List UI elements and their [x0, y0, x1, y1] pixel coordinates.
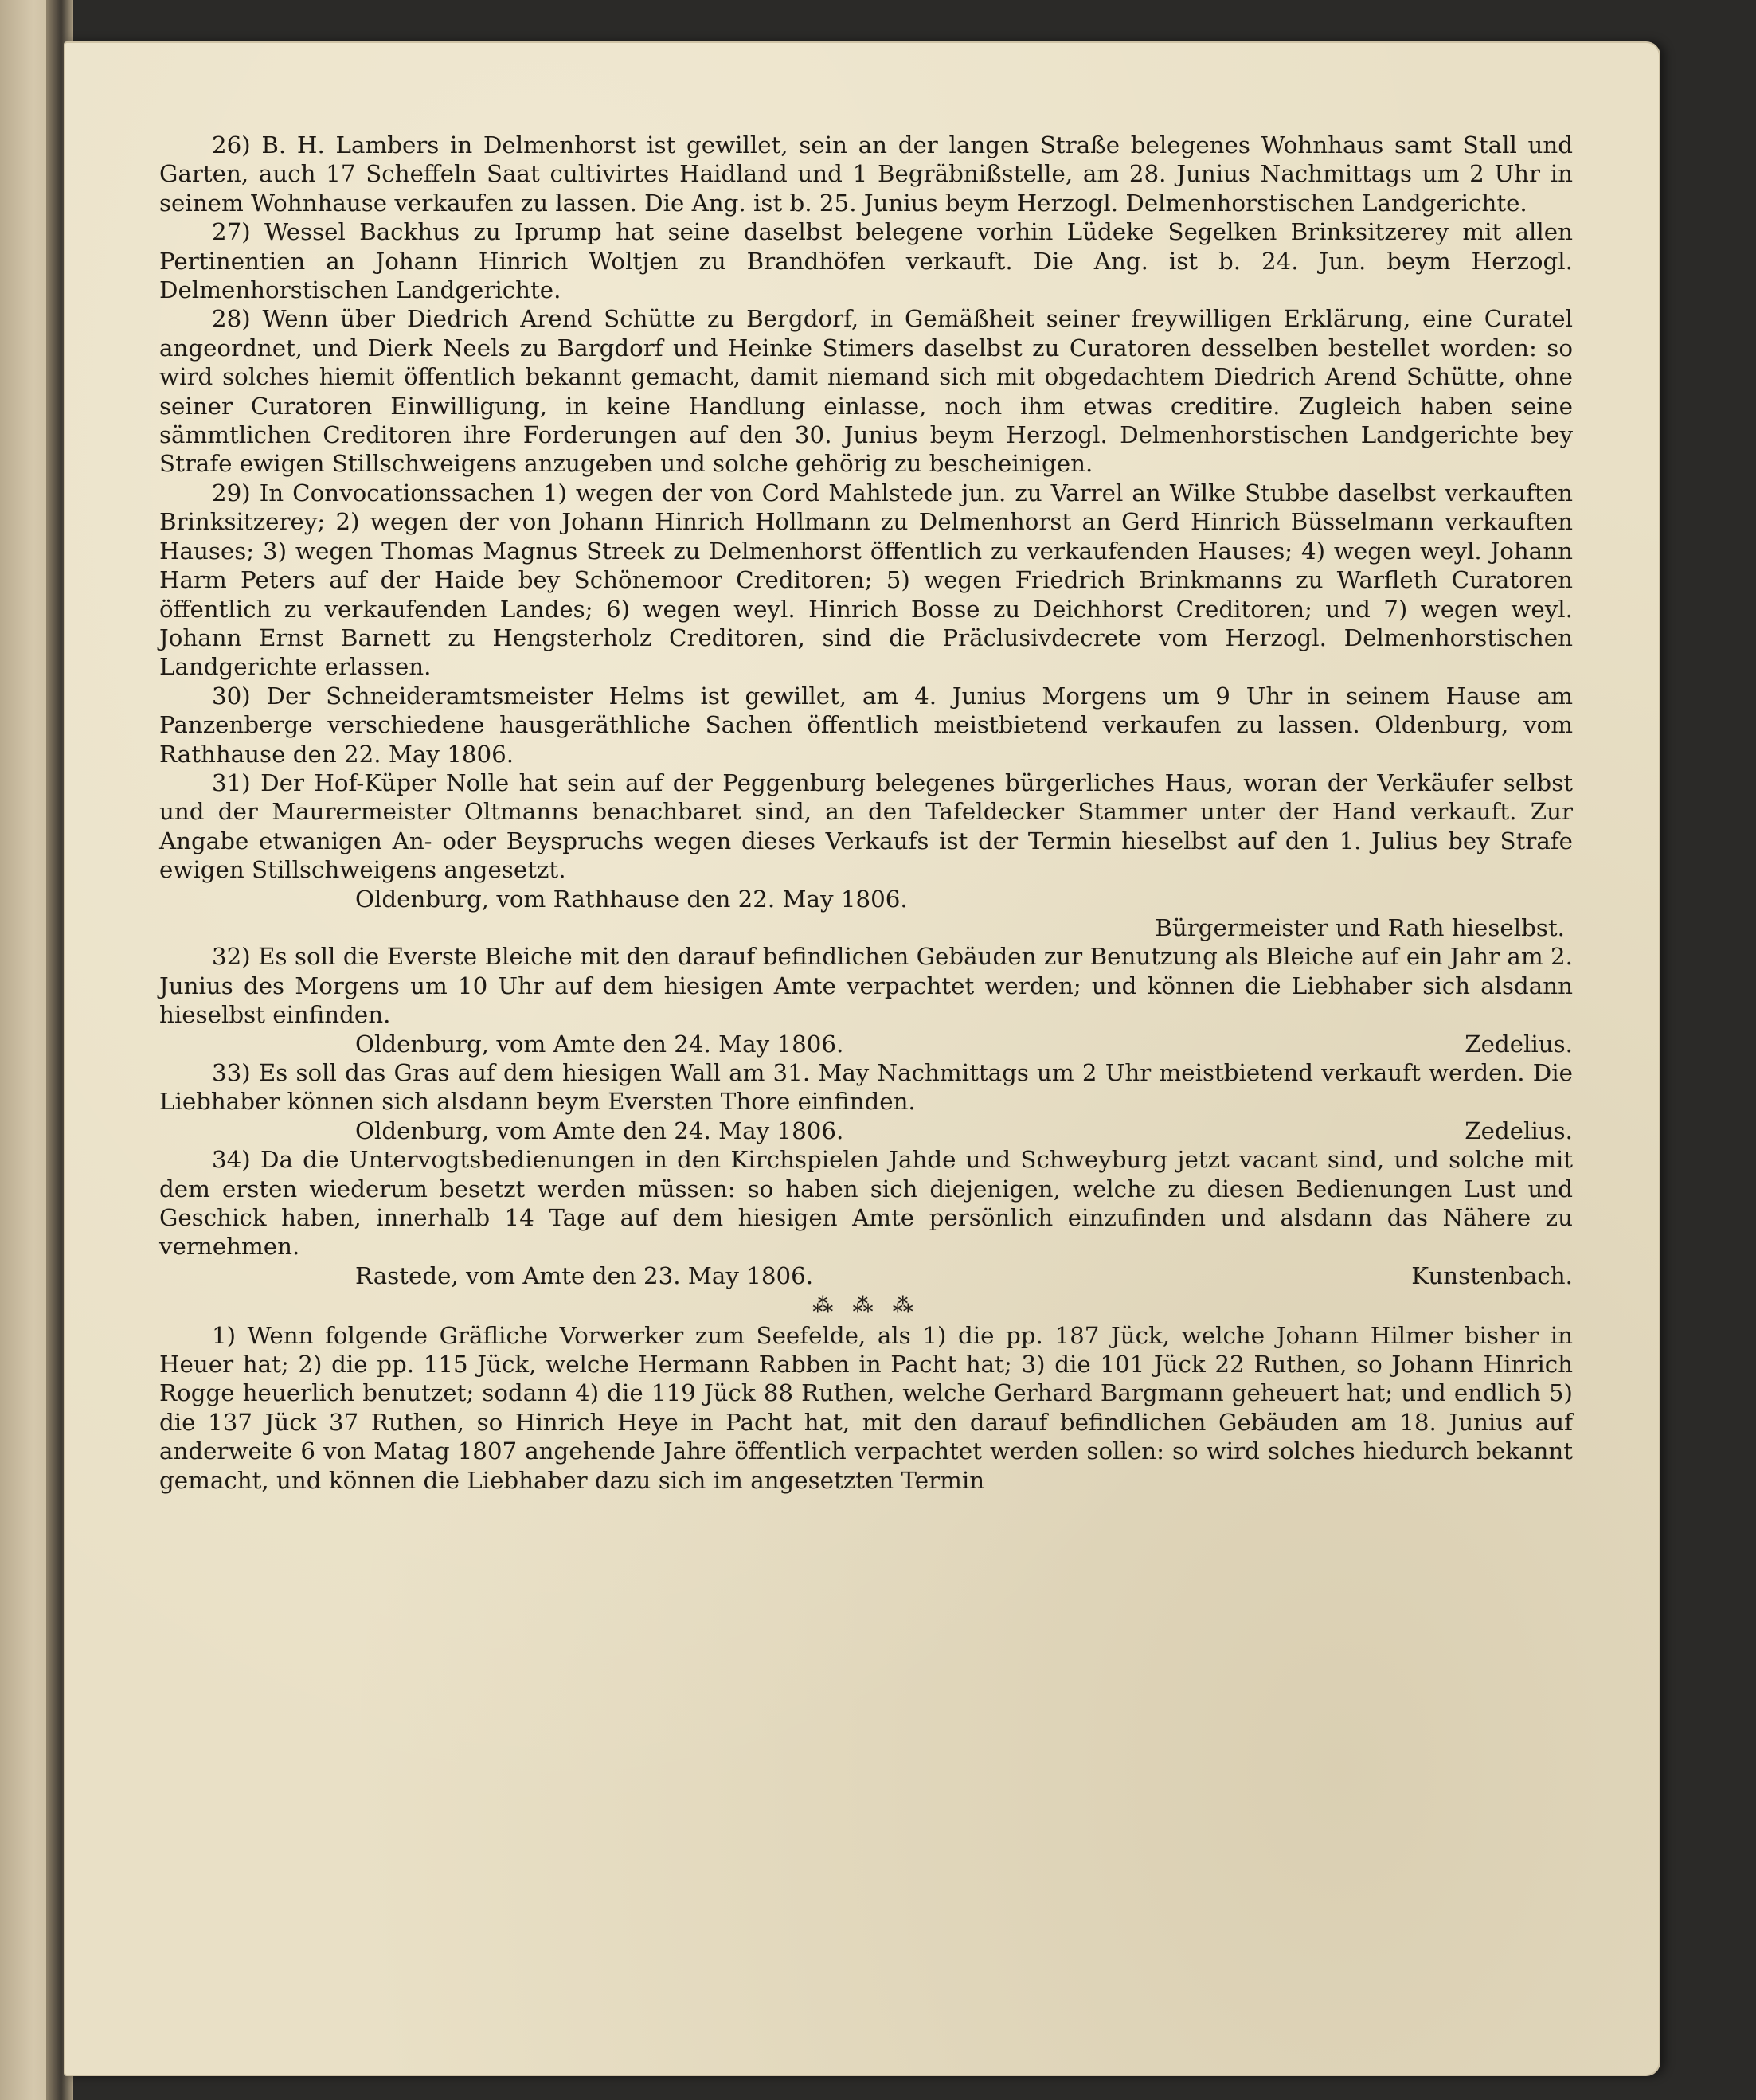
book-page [64, 41, 1660, 2076]
notice-31-signature: Bürgermeister und Rath hieselbst. [1155, 913, 1565, 941]
notice-32: 32) Es soll die Everste Bleiche mit den darauf befindlichen Gebäuden zur Benutzung als Bleiche auf ein Jahr am 2. Junius des Morgens um 10 Uhr auf dem hiesigen Amte verpachtet werden; und können die Liebhaber sich alsdann hieselbst einfinden. [159, 943, 1573, 1029]
notice-33-footer [159, 1116, 1573, 1145]
notice-28: 28) Wenn über Diedrich Arend Schütte zu Bergdorf, in Gemäßheit seiner freywilligen Erklärung, eine Curatel angeordnet, und Dierk Neels zu Bargdorf und Heinke Stimers daselbst zu Curatoren desselben bestellet worden: so wird solches hiemit öffentlich bekannt gemacht, damit niemand sich mit obgedachtem Diedrich Arend Schütte, ohne seiner Curatoren Einwilligung, in keine Handlung einlasse, noch ihm etwas creditire. Zugleich haben seine sämmtlichen Creditoren ihre Forderungen auf den 30. Junius beym Herzogl. Delmenhorstischen Landgerichte bey Strafe ewigen Stillschweigens anzugeben und solche gehörig zu bescheinigen. [159, 305, 1573, 478]
notice-32-place-date: Oldenburg, vom Amte den 24. May 1806. [355, 1030, 844, 1058]
section-divider-asterism: ⁂ ⁂ ⁂ [812, 1294, 920, 1319]
notice-34-signature: Kunstenbach. [1411, 1261, 1573, 1289]
notice-34-footer [159, 1261, 1573, 1290]
notice-27: 27) Wessel Backhus zu Iprump hat seine daselbst belegene vorhin Lüdeke Segelken Brinksitzerey mit allen Pertinentien an Johann Hinrich Woltjen zu Brandhöfen verkauft. Die Ang. ist b. 24. Jun. beym Herzogl. Delmenhorstischen Landgerichte. [159, 218, 1573, 304]
notice-33: 33) Es soll das Gras auf dem hiesigen Wall am 31. May Nachmittags um 2 Uhr meistbietend verkauft werden. Die Liebhaber können sich alsdann beym Eversten Thore einfinden. [159, 1059, 1573, 1116]
notice-32-signature: Zedelius. [1465, 1030, 1573, 1058]
notice-31: 31) Der Hof-Küper Nolle hat sein auf der Peggenburg belegenes bürgerliches Haus, woran der Verkäufer selbst und der Maurermeister Oltmanns benachbaret sind, an den Tafeldecker Stammer unter der Hand verkauft. Zur Angabe etwanigen An- oder Beyspruchs wegen dieses Verkaufs ist der Termin hieselbst auf den 1. Julius bey Strafe ewigen Stillschweigens angesetzt. [159, 768, 1573, 884]
notice-33-place-date: Oldenburg, vom Amte den 24. May 1806. [355, 1116, 844, 1144]
notice-26: 26) B. H. Lambers in Delmenhorst ist gewillet, sein an der langen Straße belegenes Wohnhaus samt Stall und Garten, auch 17 Scheffeln Saat cultivirtes Haidland und 1 Begräbnißstelle, am 28. Junius Nachmittags um 2 Uhr in seinem Wohnhause verkaufen zu lassen. Die Ang. ist b. 25. Junius beym Herzogl. Delmenhorstischen Landgerichte. [159, 131, 1573, 217]
notice-34-place-date: Rastede, vom Amte den 23. May 1806. [355, 1261, 814, 1289]
notice-34: 34) Da die Untervogtsbedienungen in den Kirchspielen Jahde und Schweyburg jetzt vacant sind, und solche mit dem ersten wiederum besetzt werden müssen: so haben sich diejenigen, welche zu diesen Bedienungen Lust und Geschick haben, innerhalb 14 Tage auf dem hiesigen Amte persönlich einzufinden und alsdann das Nähere zu vernehmen. [159, 1146, 1573, 1261]
notice-30: 30) Der Schneideramtsmeister Helms ist gewillet, am 4. Junius Morgens um 9 Uhr in seinem Hause am Panzenberge verschiedene hausgeräthliche Sachen öffentlich meistbietend verkaufen zu lassen. Oldenburg, vom Rathhause den 22. May 1806. [159, 682, 1573, 768]
notice-31-place-date: Oldenburg, vom Rathhause den 22. May 1806. [355, 885, 908, 913]
notice-32-footer [159, 1030, 1573, 1058]
notice-29: 29) In Convocationssachen 1) wegen der von Cord Mahlstede jun. zu Varrel an Wilke Stubbe daselbst verkauften Brinksitzerey; 2) wegen der von Johann Hinrich Hollmann zu Delmenhorst an Gerd Hinrich Büsselmann verkauften Hauses; 3) wegen Thomas Magnus Streek zu Delmenhorst öffentlich zu verkaufenden Hauses; 4) wegen weyl. Johann Harm Peters auf der Haide bey Schönemoor Creditoren; 5) wegen Friedrich Brinkmanns zu Warfleth Curatoren öffentlich zu verkaufenden Landes; 6) wegen weyl. Hinrich Bosse zu Deichhorst Creditoren; und 7) wegen weyl. Johann Ernst Barnett zu Hengsterholz Creditoren, sind die Präclusivdecrete vom Herzogl. Delmenhorstischen Landgerichte erlassen. [159, 479, 1573, 681]
notice-1-seefelde: 1) Wenn folgende Gräfliche Vorwerker zum Seefelde, als 1) die pp. 187 Jück, welche Johann Hilmer bisher in Heuer hat; 2) die pp. 115 Jück, welche Hermann Rabben in Pacht hat; 3) die 101 Jück 22 Ruthen, so Johann Hinrich Rogge heuerlich benutzet; sodann 4) die 119 Jück 88 Ruthen, welche Gerhard Bargmann geheuert hat; und endlich 5) die 137 Jück 37 Ruthen, so Hinrich Heye in Pacht hat, mit den darauf befindlichen Gebäuden am 18. Junius auf anderweite 6 von Matag 1807 angehende Jahre öffentlich verpachtet werden sollen: so wird solches hiedurch bekannt gemacht, und können die Liebhaber dazu sich im angesetzten Termin [159, 1321, 1573, 1494]
notice-33-signature: Zedelius. [1465, 1116, 1573, 1144]
page-text [159, 131, 1573, 1495]
